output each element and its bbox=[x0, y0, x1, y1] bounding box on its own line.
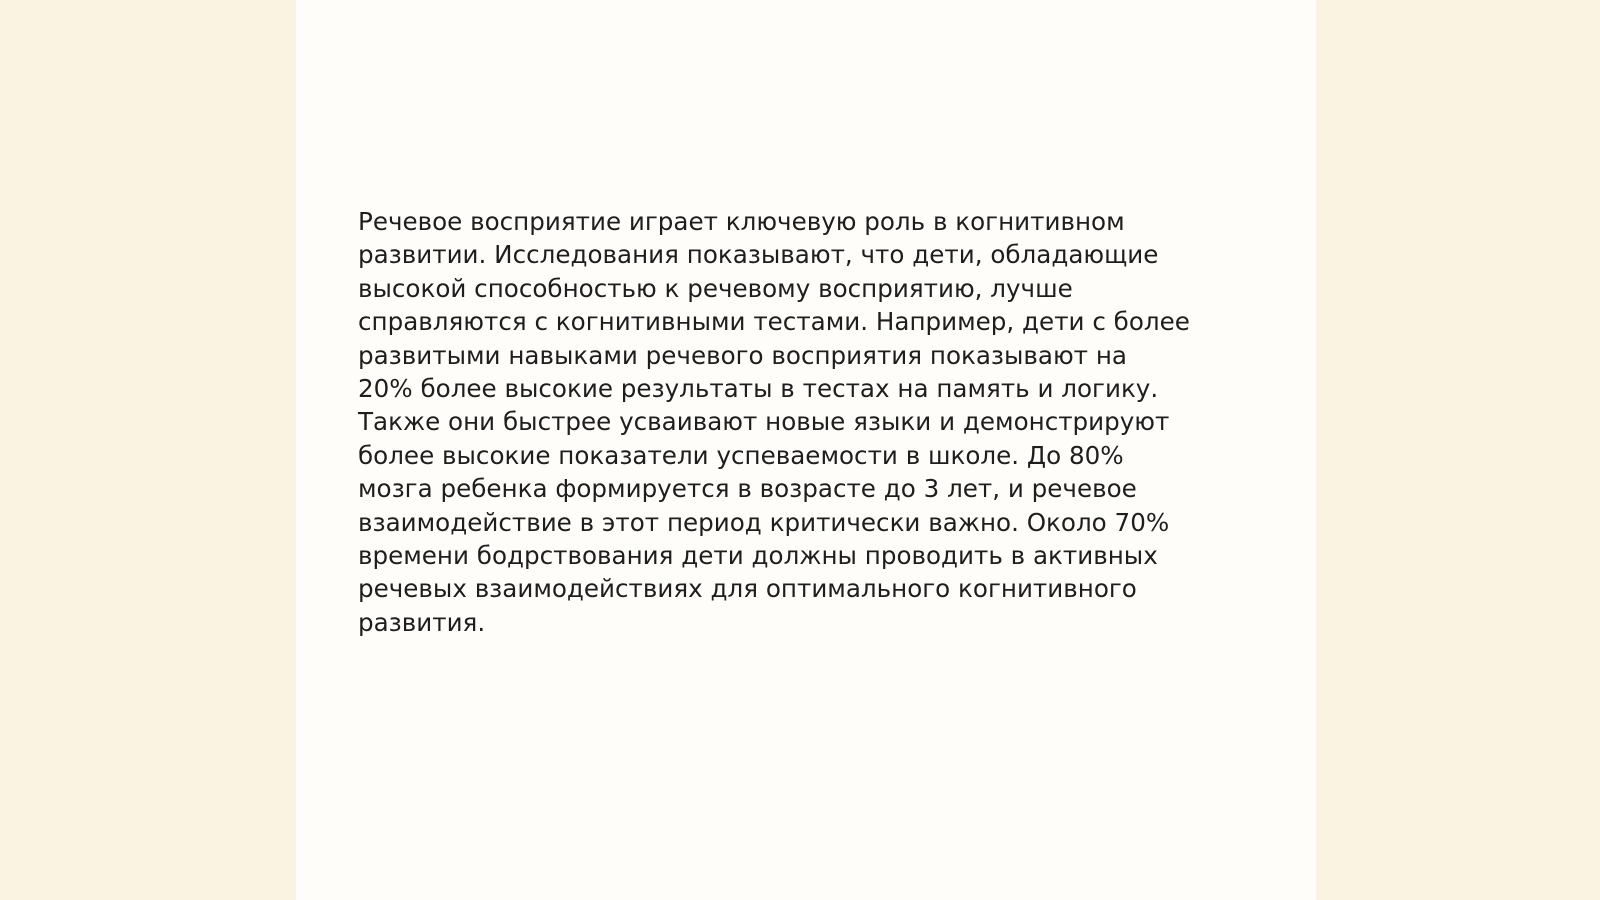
right-background-panel bbox=[1316, 0, 1600, 900]
paragraph-line: речевых взаимодействиях для оптимального когнитивного bbox=[358, 574, 1137, 604]
paragraph-line: взаимодействие в этот период критически важно. Около 70% bbox=[358, 507, 1170, 537]
paragraph-line: развитыми навыками речевого восприятия показывают на bbox=[358, 340, 1127, 370]
paragraph-line: мозга ребенка формируется в возрасте до 3 лет, и речевое bbox=[358, 474, 1137, 504]
paragraph-line: справляются с когнитивными тестами. Например, дети с более bbox=[358, 307, 1190, 337]
paragraph-line: развитии. Исследования показывают, что дети, обладающие bbox=[358, 240, 1159, 270]
paragraph-line: 20% более высокие результаты в тестах на память и логику. bbox=[358, 374, 1159, 404]
paragraph-line: Речевое восприятие играет ключевую роль в когнитивном bbox=[358, 207, 1125, 236]
paragraph-line: Также они быстрее усваивают новые языки и демонстрируют bbox=[358, 407, 1170, 437]
slide-page bbox=[296, 0, 1316, 900]
paragraph-line: времени бодрствования дети должны проводить в активных bbox=[358, 541, 1158, 571]
paragraph-line: более высокие показатели успеваемости в школе. До 80% bbox=[358, 440, 1124, 470]
paragraph-line: развития. bbox=[358, 607, 486, 637]
slide-paragraph bbox=[358, 205, 1258, 639]
paragraph-line: высокой способностью к речевому восприятию, лучше bbox=[358, 273, 1073, 303]
left-background-panel bbox=[0, 0, 296, 900]
